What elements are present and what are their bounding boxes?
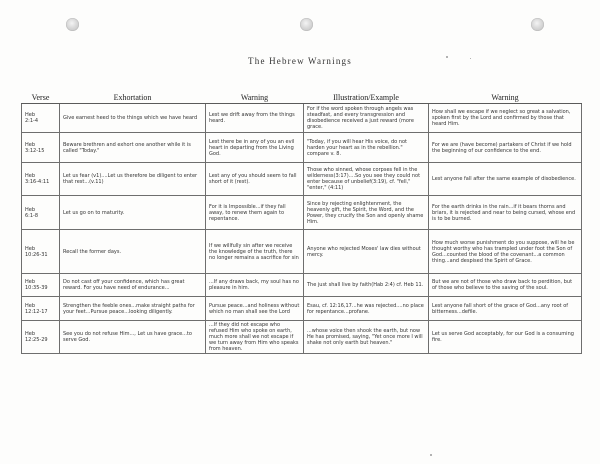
header-warning-2: Warning [429, 92, 582, 104]
table-header-row [22, 92, 582, 104]
table-row [22, 230, 582, 274]
header-illustration: Illustration/Example [304, 92, 429, 104]
verse-book: Heb [25, 245, 36, 252]
verse-ref: 10:35-39 [25, 285, 48, 291]
verse-book: Heb [25, 141, 36, 148]
verse-cell [22, 196, 60, 230]
exhortation-cell: Let us fear (v1)....Let us therefore be diligent to enter that rest...(v.11) [60, 163, 206, 196]
warning-2-cell: For the earth drinks in the rain...if it bears thorns and briars, it is rejected and near to being cursed, whose end is to be burned. [429, 196, 582, 230]
table-row [22, 321, 582, 354]
warning-cell: For it is Impossible...if they fall away, to renew them again to repentance. [206, 196, 304, 230]
verse-ref: 10:26-31 [25, 251, 48, 258]
illustration-cell: Esau, cf. 12:16,17...he was rejected....no place for repentance...profane. [304, 297, 429, 321]
warning-cell: If we willfully sin after we receive the knowledge of the truth, there no longer remains a sacrifice for sin [206, 230, 304, 274]
table-row [22, 104, 582, 133]
warning-cell: Lest any of you should seem to fall short of it (rest). [206, 163, 304, 196]
exhortation-cell: Let us go on to maturity. [60, 196, 206, 230]
verse-ref: 2:1-4 [25, 118, 39, 124]
document-title: The Hebrew Warnings [248, 56, 352, 66]
warning-2-cell: Let us serve God acceptably, for our God is a consuming fire. [429, 321, 582, 354]
illustration-cell: "Today, if you will hear His voice, do not harden your heart as in the rebellion." compare v. 8. [304, 133, 429, 163]
warnings-table [21, 92, 582, 354]
illustration-cell: ...whose voice then shook the earth, but now He has promised, saying, "Yet once more I will shake not only earth but heaven." [304, 321, 429, 354]
verse-cell [22, 321, 60, 354]
exhortation-cell: See you do not refuse Him..., Let us have grace...to serve God. [60, 321, 206, 354]
punch-hole-left [66, 18, 79, 31]
warning-2-cell: How shall we escape if we neglect so great a salvation, spoken first by the Lord and confirmed by those that heard Him. [429, 104, 582, 133]
verse-book: Heb [25, 206, 36, 213]
verse-ref: 6:1-8 [25, 212, 39, 219]
warning-cell: Lest we drift away from the things heard. [206, 104, 304, 133]
illustration-cell: Anyone who rejected Moses' law dies without mercy. [304, 230, 429, 274]
exhortation-cell: Do not cast off your confidence, which has great reward. For you have need of endurance... [60, 274, 206, 297]
table-row [22, 196, 582, 230]
table-row [22, 163, 582, 196]
illustration-cell: Those who sinned, whose corpses fell in the wilderness(3:17)....So you see they could not enter because of unbelief(3:19), cf. "fell," "enter," (4:11) [304, 163, 429, 196]
verse-ref: 3:16-4:11 [25, 179, 50, 185]
verse-cell [22, 230, 60, 274]
verse-book: Heb [25, 112, 36, 118]
warning-cell: ...If they did not escape who refused Him who spoke on earth, much more shall we not escape if we turn away from Him who speaks from heaven. [206, 321, 304, 354]
verse-cell [22, 104, 60, 133]
warning-cell: Lest there be in any of you an evil heart in departing from the Living God. [206, 133, 304, 163]
verse-ref: 12:12-17 [25, 308, 48, 315]
warning-2-cell: For we are (have become) partakers of Christ if we hold the beginning of our confidence to the end. [429, 133, 582, 163]
table-row [22, 274, 582, 297]
scan-speck [430, 454, 432, 456]
illustration-cell: The just shall live by faith(Hab 2:4) cf. Heb 11. [304, 274, 429, 297]
exhortation-cell: Strengthen the feeble ones...make straight paths for your feet...Pursue peace...looking diligently. [60, 297, 206, 321]
verse-cell [22, 133, 60, 163]
verse-book: Heb [25, 173, 36, 179]
exhortation-cell: Beware brethren and exhort one another while it is called "Today." [60, 133, 206, 163]
punch-hole-center [300, 18, 313, 31]
verse-ref: 12:25-29 [25, 337, 48, 343]
verse-book: Heb [25, 302, 36, 309]
header-exhortation: Exhortation [60, 92, 206, 104]
warning-2-cell: Lest anyone fall after the same example of disobedience. [429, 163, 582, 196]
verse-book: Heb [25, 331, 36, 337]
exhortation-cell: Give earnest heed to the things which we have heard [60, 104, 206, 133]
verse-cell [22, 163, 60, 196]
warning-cell: ...If any draws back, my soul has no pleasure in him. [206, 274, 304, 297]
header-verse: Verse [22, 92, 60, 104]
warning-cell: Pursue peace...and holiness without which no man shall see the Lord [206, 297, 304, 321]
header-warning: Warning [206, 92, 304, 104]
illustration-cell: Since by rejecting enlightenment, the heavenly gift, the Spirit, the Word, and the Power, they crucify the Son and openly shame Him. [304, 196, 429, 230]
verse-cell [22, 297, 60, 321]
table-row [22, 297, 582, 321]
verse-ref: 3:12-15 [25, 147, 45, 154]
table-row [22, 133, 582, 163]
verse-cell [22, 274, 60, 297]
illustration-cell: For if the word spoken through angels was steadfast, and every transgression and disobedience received a just reward (more grace. [304, 104, 429, 133]
verse-book: Heb [25, 279, 36, 285]
warning-2-cell: Lest anyone fall short of the grace of God...any root of bitterness...defile. [429, 297, 582, 321]
warning-2-cell: But we are not of those who draw back to perdition, but of those who believe to the saving of the soul. [429, 274, 582, 297]
punch-hole-right [531, 18, 544, 31]
warning-2-cell: How much worse punishment do you suppose, will he be thought worthy who has trampled under foot the Son of God...counted the blood of the covenant...a common thing...and despised the Spirit of Grace. [429, 230, 582, 274]
exhortation-cell: Recall the former days. [60, 230, 206, 274]
